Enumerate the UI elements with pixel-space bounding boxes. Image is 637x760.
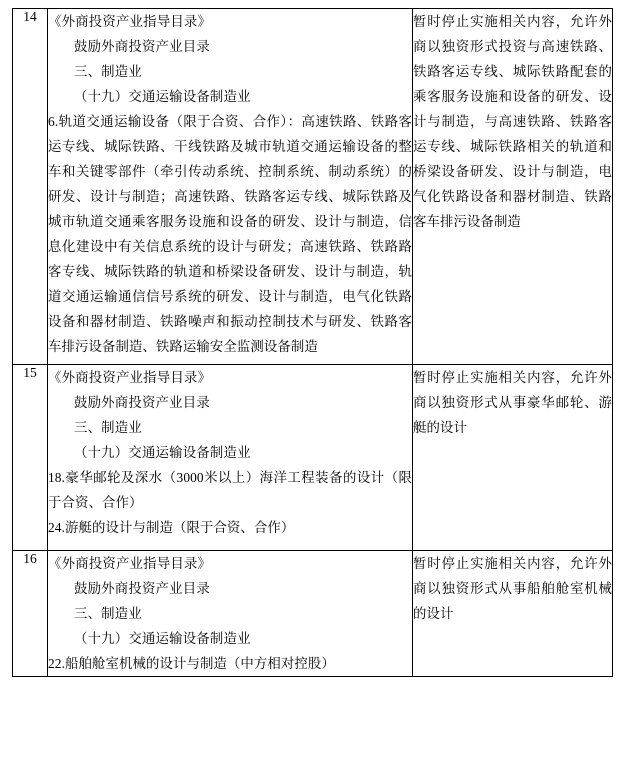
table-row — [13, 365, 613, 551]
catalog-title: 《外商投资产业指导目录》 — [48, 370, 212, 385]
category-level2: （十九）交通运输设备制造业 — [74, 445, 251, 460]
row-content — [48, 551, 413, 677]
category-level1: 三、制造业 — [74, 606, 142, 621]
note-text: 暂时停止实施相关内容，允许外商以独资形式从事船舶舱室机械的设计 — [413, 556, 612, 621]
note-text: 暂时停止实施相关内容，允许外商以独资形式投资与高速铁路、铁路客运专线、城际铁路配套的乘客服务设施和设备的研发、设计与制造，与高速铁路、铁路客运专线、城际铁路相关的轨道和桥梁设备研发、设计与制造，电气化铁路设备和器材制造、铁路客车排污设备制造 — [413, 14, 612, 229]
document-page — [0, 8, 637, 760]
item-paragraph: 6.轨道交通运输设备（限于合资、合作）：高速铁路、铁路客运专线、城际铁路、干线铁路及城市轨道交通运输设备的整车和关键零部件（牵引传动系统、控制系统、制动系统）的研发、设计与制造；高速铁路、铁路客运专线、城际铁路及城市轨道交通乘客服务设施和设备的研发、设计与制造，信息化建设中有关信息系统的设计与研发；高速铁路、铁路路客专线、城际铁路的轨道和桥梁设备研发、设计与制造，轨道交通运输通信信号系统的研发、设计与制造，电气化铁路设备和器材制造、铁路噪声和振动控制技术与研发、铁路客车排污设备制造、铁路运输安全监测设备制造 — [48, 114, 412, 354]
policy-table — [12, 8, 613, 677]
row-number: 16 — [13, 551, 48, 677]
catalog-subtitle: 鼓励外商投资产业目录 — [74, 39, 210, 54]
category-level2: （十九）交通运输设备制造业 — [74, 89, 251, 104]
row-content — [48, 365, 413, 551]
item-paragraph: 24.游艇的设计与制造（限于合资、合作） — [48, 520, 295, 535]
row-note — [413, 9, 613, 365]
row-note — [413, 365, 613, 551]
catalog-title: 《外商投资产业指导目录》 — [48, 556, 212, 571]
category-level2: （十九）交通运输设备制造业 — [74, 631, 251, 646]
catalog-title: 《外商投资产业指导目录》 — [48, 14, 212, 29]
table-row — [13, 9, 613, 365]
table-row — [13, 551, 613, 677]
category-level1: 三、制造业 — [74, 420, 142, 435]
catalog-subtitle: 鼓励外商投资产业目录 — [74, 395, 210, 410]
row-number: 15 — [13, 365, 48, 551]
item-paragraph: 22.船舶舱室机械的设计与制造（中方相对控股） — [48, 656, 335, 671]
row-number: 14 — [13, 9, 48, 365]
row-note — [413, 551, 613, 677]
row-content — [48, 9, 413, 365]
category-level1: 三、制造业 — [74, 64, 142, 79]
item-paragraph: 18.豪华邮轮及深水（3000米以上）海洋工程装备的设计（限于合资、合作） — [48, 470, 412, 510]
note-text: 暂时停止实施相关内容，允许外商以独资形式从事豪华邮轮、游艇的设计 — [413, 370, 612, 435]
catalog-subtitle: 鼓励外商投资产业目录 — [74, 581, 210, 596]
